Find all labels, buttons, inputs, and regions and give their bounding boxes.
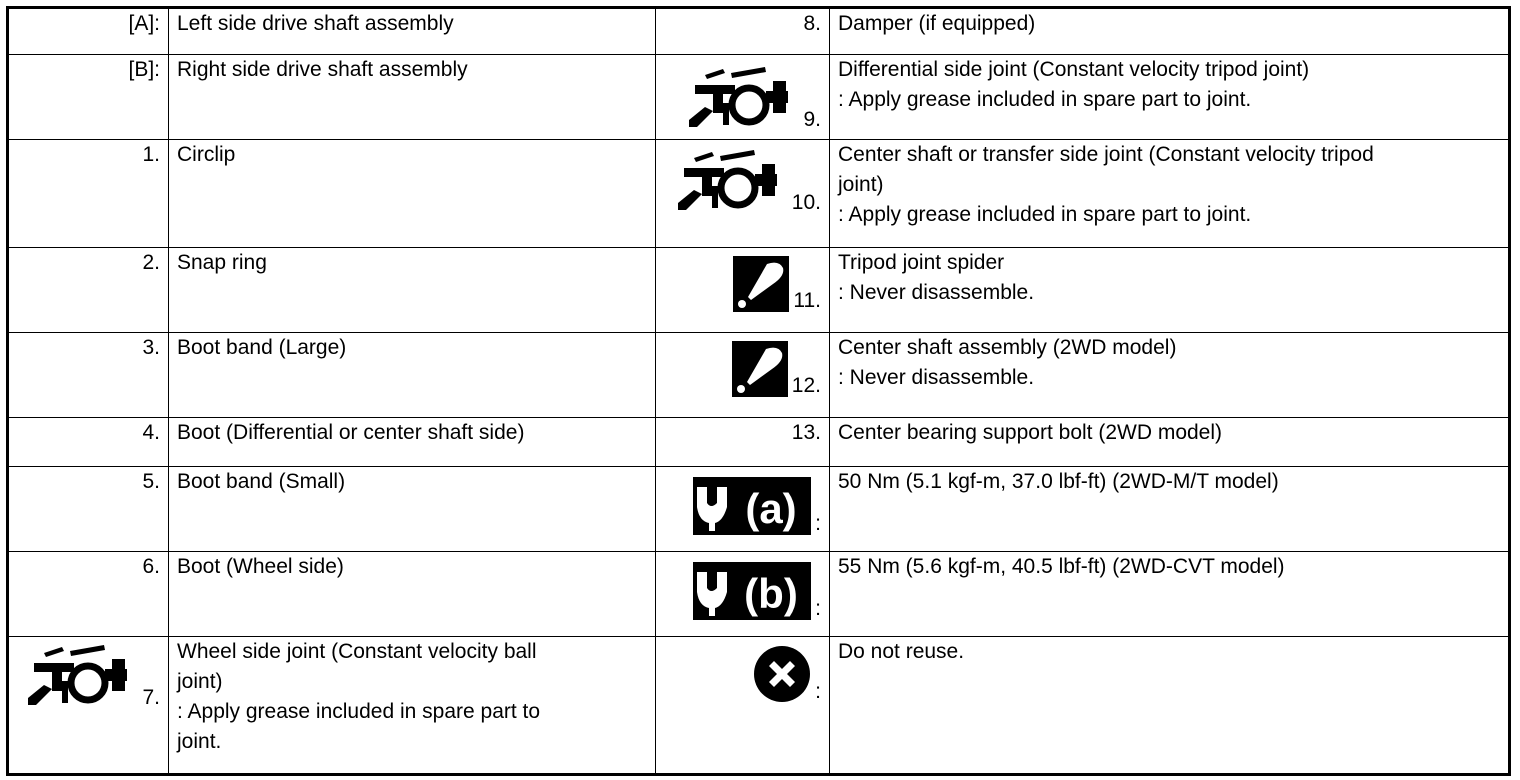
svg-text:(b): (b) <box>744 570 798 617</box>
item-description: 55 Nm (5.6 kgf-m, 40.5 lbf-ft) (2WD-CVT model) <box>830 552 1510 637</box>
item-description: Boot band (Small) <box>169 467 656 552</box>
legend-row <box>8 248 1510 333</box>
item-number-with-symbol: 11. <box>656 248 830 333</box>
never-disassemble-icon <box>732 341 788 397</box>
legend-row <box>8 418 1510 467</box>
item-number: 1. <box>8 140 169 248</box>
item-number: 13. <box>656 418 830 467</box>
item-description: Wheel side joint (Constant velocity ball joint) : Apply grease included in spare part to joint. <box>169 637 656 775</box>
grease-joint-icon <box>26 643 138 709</box>
item-number: 5. <box>8 467 169 552</box>
legend-row <box>8 467 1510 552</box>
item-description: Boot (Wheel side) <box>169 552 656 637</box>
item-number: 2. <box>8 248 169 333</box>
item-number: [A]: <box>8 8 169 55</box>
item-description: Boot band (Large) <box>169 333 656 418</box>
legend-row <box>8 552 1510 637</box>
item-description: Right side drive shaft assembly <box>169 55 656 140</box>
item-number-with-symbol: 9. <box>656 55 830 140</box>
item-description: Boot (Differential or center shaft side) <box>169 418 656 467</box>
item-number: 6. <box>8 552 169 637</box>
do-not-reuse-icon <box>753 645 811 703</box>
item-number-with-symbol: 7. <box>8 637 169 775</box>
legend-row <box>8 55 1510 140</box>
grease-joint-icon <box>687 65 799 131</box>
item-description: 50 Nm (5.1 kgf-m, 37.0 lbf-ft) (2WD-M/T model) <box>830 467 1510 552</box>
item-number-with-symbol: (b) : <box>656 552 830 637</box>
never-disassemble-icon <box>733 256 789 312</box>
item-number: 8. <box>656 8 830 55</box>
item-description: Circlip <box>169 140 656 248</box>
item-number: 3. <box>8 333 169 418</box>
item-number-with-symbol: (a) : <box>656 467 830 552</box>
item-description: Center bearing support bolt (2WD model) <box>830 418 1510 467</box>
item-description: Tripod joint spider : Never disassemble. <box>830 248 1510 333</box>
legend-row <box>8 637 1510 775</box>
item-number-with-symbol: 12. <box>656 333 830 418</box>
item-description: Left side drive shaft assembly <box>169 8 656 55</box>
item-description: Center shaft or transfer side joint (Constant velocity tripod joint) : Apply grease included in spare part to joint. <box>830 140 1510 248</box>
grease-joint-icon <box>676 148 788 214</box>
item-number-with-symbol: 10. <box>656 140 830 248</box>
torque-wrench-icon <box>693 477 811 535</box>
item-description: Snap ring <box>169 248 656 333</box>
item-number: 4. <box>8 418 169 467</box>
item-number: [B]: <box>8 55 169 140</box>
legend-row <box>8 333 1510 418</box>
svg-text:(a): (a) <box>745 485 797 532</box>
torque-wrench-icon <box>693 562 811 620</box>
item-description: Center shaft assembly (2WD model) : Never disassemble. <box>830 333 1510 418</box>
item-number-with-symbol: : <box>656 637 830 775</box>
item-description: Damper (if equipped) <box>830 8 1510 55</box>
legend-row <box>8 8 1510 55</box>
legend-row <box>8 140 1510 248</box>
item-description: Differential side joint (Constant velocity tripod joint) : Apply grease included in spare part to joint. <box>830 55 1510 140</box>
item-description: Do not reuse. <box>830 637 1510 775</box>
legend-table <box>6 6 1511 776</box>
